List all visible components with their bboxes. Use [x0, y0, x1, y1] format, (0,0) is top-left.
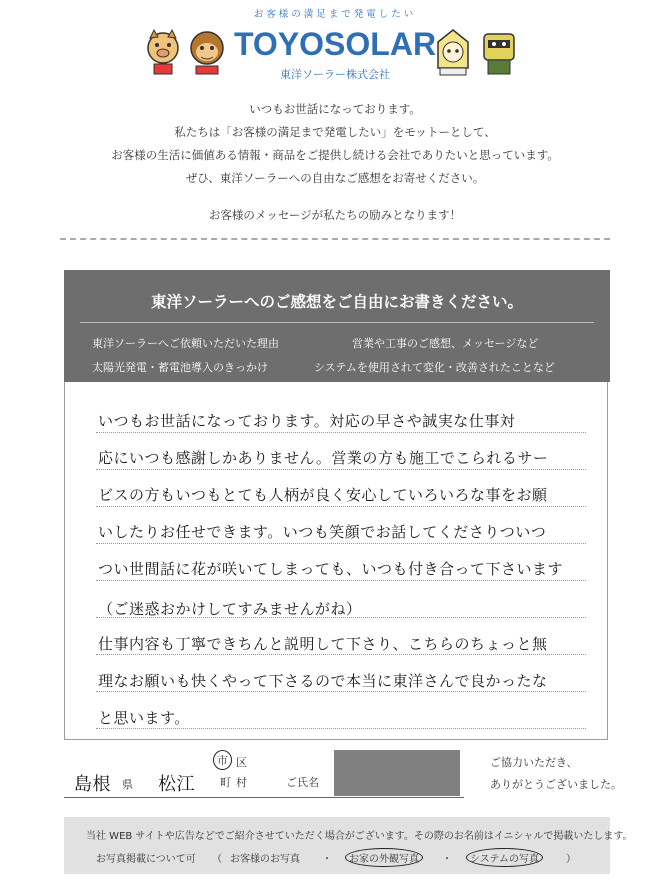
city-suffix-circled: 市: [213, 750, 232, 770]
message-line-6: （ご迷惑おかけしてすみませんがね）: [98, 600, 362, 618]
topic-impressions: 営業や工事のご感想、メッセージなど: [352, 337, 539, 350]
photo-option-customer[interactable]: お客様のお写真: [230, 854, 300, 865]
form-title: 東洋ソーラーへのご感想をご自由にお書きください。: [150, 293, 523, 311]
name-label: ご氏名: [286, 776, 319, 789]
message-line-2: 応にいつも感謝しかありません。営業の方も施工でこられるサー: [98, 449, 549, 467]
company-logo: TOYOSOLAR: [233, 26, 437, 62]
topic-trigger: 太陽光発電・蓄電池導入のきっかけ: [92, 361, 268, 374]
address-underline: [64, 797, 464, 798]
name-redaction: [334, 750, 460, 796]
bullet: ・: [322, 854, 332, 865]
robot-mascot-icon: [478, 28, 520, 76]
ruled-line: [96, 691, 586, 692]
prefecture-suffix: 県: [122, 778, 133, 791]
bullet: ・: [442, 854, 452, 865]
knight-mascot-icon: [432, 28, 474, 76]
ward-suffix: 区: [236, 756, 247, 769]
header-tagline: お客様の満足まで発電したい: [253, 9, 417, 20]
prefecture-value: 島根: [74, 774, 111, 795]
paren-open: （: [212, 854, 222, 865]
photo-consent-label: お写真掲載について可: [96, 854, 196, 865]
intro-line-1: いつもお世話になっております。: [249, 102, 421, 116]
paren-close: ）: [566, 854, 576, 865]
message-line-9: と思います。: [98, 709, 190, 727]
intro-line-2: 私たちは「お客様の満足まで発電したい」をモットーとして、: [174, 125, 496, 139]
ruled-line: [96, 580, 586, 581]
topic-changes: システムを使用されて変化・改善されたことなど: [314, 361, 555, 374]
town-suffix: 町: [220, 776, 231, 789]
message-line-1: いつもお世話になっております。対応の早さや誠実な仕事対: [98, 412, 516, 430]
message-line-8: 理なお願いも快くやって下さるので本当に東洋さんで良かったな: [98, 672, 548, 690]
ruled-line: [96, 654, 586, 655]
ruled-line: [96, 506, 586, 507]
ruled-line: [96, 432, 586, 433]
ruled-line: [96, 543, 586, 544]
photo-option-exterior-selected[interactable]: お家の外観写真: [345, 848, 423, 867]
message-line-7: 仕事内容も丁寧できちんと説明して下さり、こちらのちょっと無: [98, 635, 548, 653]
intro-line-3: お客様の生活に価値ある情報・商品をご提供し続ける会社でありたいと思っています。: [111, 148, 559, 162]
footer-panel: [64, 817, 610, 874]
thanks-line-1: ご協力いただき、: [490, 756, 578, 769]
village-suffix: 村: [236, 776, 247, 789]
thanks-line-2: ありがとうございました。: [490, 778, 622, 791]
section-divider: [60, 238, 610, 240]
ruled-line: [96, 469, 586, 470]
photo-option-system-selected[interactable]: システムの写真: [466, 848, 543, 867]
city-value: 松江: [158, 774, 195, 795]
ruled-line: [96, 728, 586, 729]
message-line-4: いしたりお任せできます。いつも笑顔でお話してくださりついつ: [98, 523, 547, 541]
intro-message: お客様のメッセージが私たちの励みとなります！: [208, 208, 462, 222]
company-name: 東洋ソーラー株式会社: [280, 68, 390, 81]
message-line-3: ビスの方もいつもとても人柄が良く安心していろいろな事をお願: [98, 486, 548, 504]
footer-notice: 当社 WEB サイトや広告などでご紹介させていただく場合がございます。その際のお名前はイニシャルで掲載いたします。: [86, 831, 633, 842]
message-line-5: つい世間話に花が咲いてしまっても、いつも付き合って下さいます: [98, 560, 564, 578]
topic-reason: 東洋ソーラーへご依頼いただいた理由: [92, 337, 279, 350]
panel-divider: [80, 322, 594, 323]
intro-line-4: ぜひ、東洋ソーラーへの自由なご感想をお寄せください。: [185, 171, 485, 185]
